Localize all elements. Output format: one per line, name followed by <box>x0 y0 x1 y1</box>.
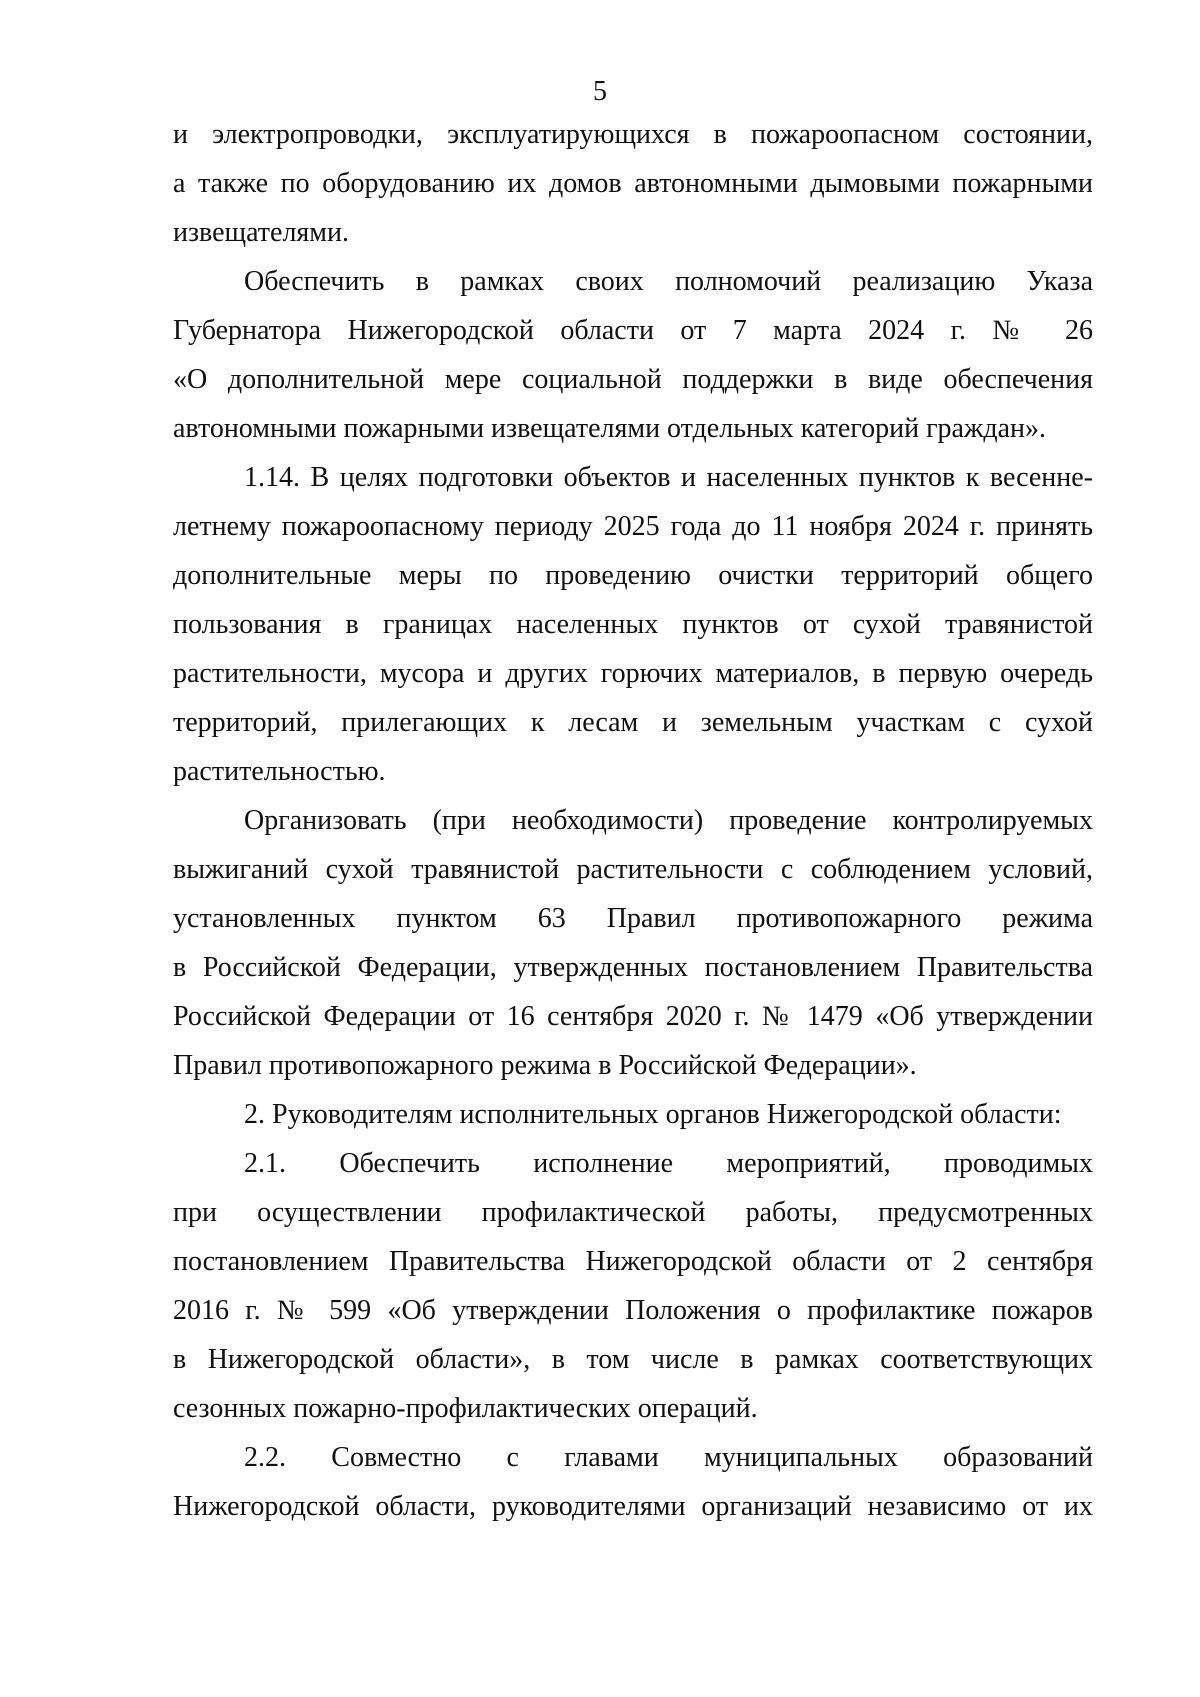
text-line: извещателями. <box>173 217 350 248</box>
paragraph-item-2 <box>173 1090 1093 1139</box>
text-line: Обеспечить в рамках своих полномочий реализацию Указа <box>244 266 1093 297</box>
text-line: растительностью. <box>173 756 386 787</box>
text-line: территорий, прилегающих к лесам и земельным участкам с сухой <box>173 707 1093 738</box>
text-line: Организовать (при необходимости) проведение контролируемых <box>244 805 1093 836</box>
text-line: установленных пунктом 63 Правил противопожарного режима <box>173 903 1093 934</box>
document-body <box>173 110 1093 1531</box>
text-line: выжиганий сухой травянистой растительности с соблюдением условий, <box>173 854 1093 885</box>
text-line: а также по оборудованию их домов автономными дымовыми пожарными <box>173 168 1093 199</box>
text-line: в Российской Федерации, утвержденных постановлением Правительства <box>173 952 1093 983</box>
text-line: 2.1. Обеспечить исполнение мероприятий, проводимых <box>244 1148 1093 1179</box>
page-number: 5 <box>593 76 607 107</box>
paragraph-governor-decree <box>173 257 1093 453</box>
text-line: в Нижегородской области», в том числе в рамках соответствующих <box>173 1344 1093 1375</box>
text-line: «О дополнительной мере социальной поддержки в виде обеспечения <box>173 364 1093 395</box>
text-line: 1.14. В целях подготовки объектов и населенных пунктов к весенне- <box>244 462 1093 493</box>
text-line: Губернатора Нижегородской области от 7 марта 2024 г. № 26 <box>173 315 1093 346</box>
text-line: Российской Федерации от 16 сентября 2020 г. № 1479 «Об утверждении <box>173 1001 1093 1032</box>
text-line: и электропроводки, эксплуатирующихся в пожароопасном состоянии, <box>173 119 1093 150</box>
text-line: Нижегородской области, руководителями организаций независимо от их <box>173 1491 1093 1522</box>
paragraph-item-2-1 <box>173 1139 1093 1433</box>
text-line: сезонных пожарно-профилактических операций. <box>173 1393 758 1424</box>
text-line: летнему пожароопасному периоду 2025 года до 11 ноября 2024 г. принять <box>173 511 1093 542</box>
text-line: 2. Руководителям исполнительных органов Нижегородской области: <box>244 1099 1062 1130</box>
text-line: постановлением Правительства Нижегородской области от 2 сентября <box>173 1246 1093 1277</box>
text-line: автономными пожарными извещателями отдельных категорий граждан». <box>173 413 1046 444</box>
text-line: 2016 г. № 599 «Об утверждении Положения о профилактике пожаров <box>173 1295 1093 1326</box>
text-line: при осуществлении профилактической работы, предусмотренных <box>173 1197 1093 1228</box>
text-line: дополнительные меры по проведению очистки территорий общего <box>173 560 1093 591</box>
text-line: растительности, мусора и других горючих материалов, в первую очередь <box>173 658 1093 689</box>
text-line: Правил противопожарного режима в Российской Федерации». <box>173 1050 917 1081</box>
text-line: 2.2. Совместно с главами муниципальных образований <box>244 1442 1093 1473</box>
text-line: пользования в границах населенных пунктов от сухой травянистой <box>173 609 1093 640</box>
paragraph-continuation <box>173 110 1093 257</box>
paragraph-item-1-14 <box>173 453 1093 796</box>
paragraph-controlled-burning <box>173 796 1093 1090</box>
paragraph-item-2-2 <box>173 1433 1093 1531</box>
